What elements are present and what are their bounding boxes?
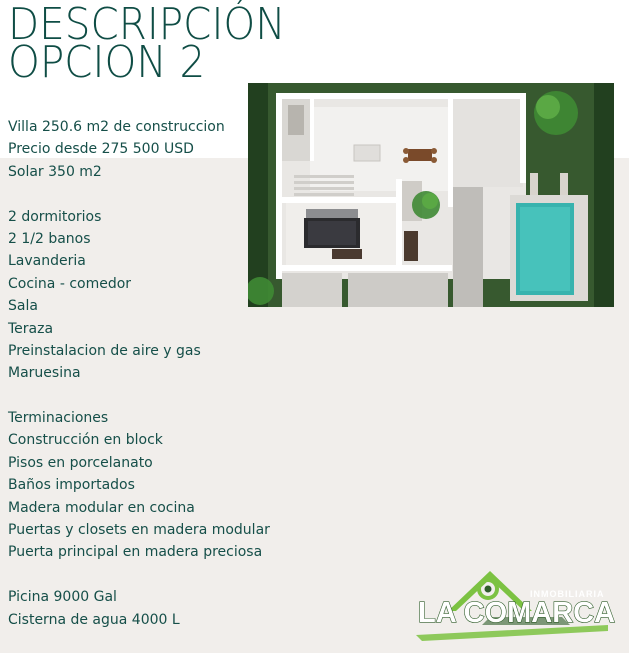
list-item: Picina 9000 Gal — [8, 589, 117, 606]
floor-plan-render — [248, 83, 614, 307]
list-item: Cisterna de agua 4000 L — [8, 611, 180, 628]
list-item: Terminaciones — [8, 410, 109, 427]
list-item: Precio desde 275 500 USD — [8, 141, 194, 158]
list-item: Solar 350 m2 — [8, 163, 102, 180]
list-item: Villa 250.6 m2 de construccion — [8, 119, 225, 135]
list-spacer — [8, 564, 270, 586]
list-item: Cocina - comedor — [8, 275, 132, 292]
list-item: Maruesina — [8, 365, 81, 382]
list-item: Preinstalacion de aire y gas — [8, 342, 201, 359]
list-item: Baños importados — [8, 477, 135, 494]
floor-plan-image — [248, 83, 614, 307]
la-comarca-logo — [412, 565, 617, 643]
logo-graphic — [412, 565, 617, 643]
list-item: 2 1/2 banos — [8, 230, 91, 247]
list-item: Pisos en porcelanato — [8, 454, 153, 471]
logo-name: LA COMARCA — [418, 597, 616, 629]
list-item: Teraza — [8, 320, 54, 337]
list-spacer — [8, 385, 270, 407]
list-item: 2 dormitorios — [8, 208, 102, 225]
list-item: Construcción en block — [8, 432, 163, 449]
list-item: Madera modular en cocina — [8, 499, 195, 516]
feature-list — [8, 116, 270, 631]
page-title — [8, 0, 286, 88]
list-item: Lavanderia — [8, 253, 86, 270]
logo-tagline: INMOBILIARIA — [530, 589, 605, 599]
list-item: Sala — [8, 298, 38, 315]
list-item: Puertas y closets en madera modular — [8, 522, 270, 539]
title-line-2: OPCION 2 — [8, 37, 206, 88]
list-item: Puerta principal en madera preciosa — [8, 544, 263, 561]
title-line-1: DESCRIPCIÓN — [8, 0, 286, 50]
list-spacer — [8, 183, 270, 205]
